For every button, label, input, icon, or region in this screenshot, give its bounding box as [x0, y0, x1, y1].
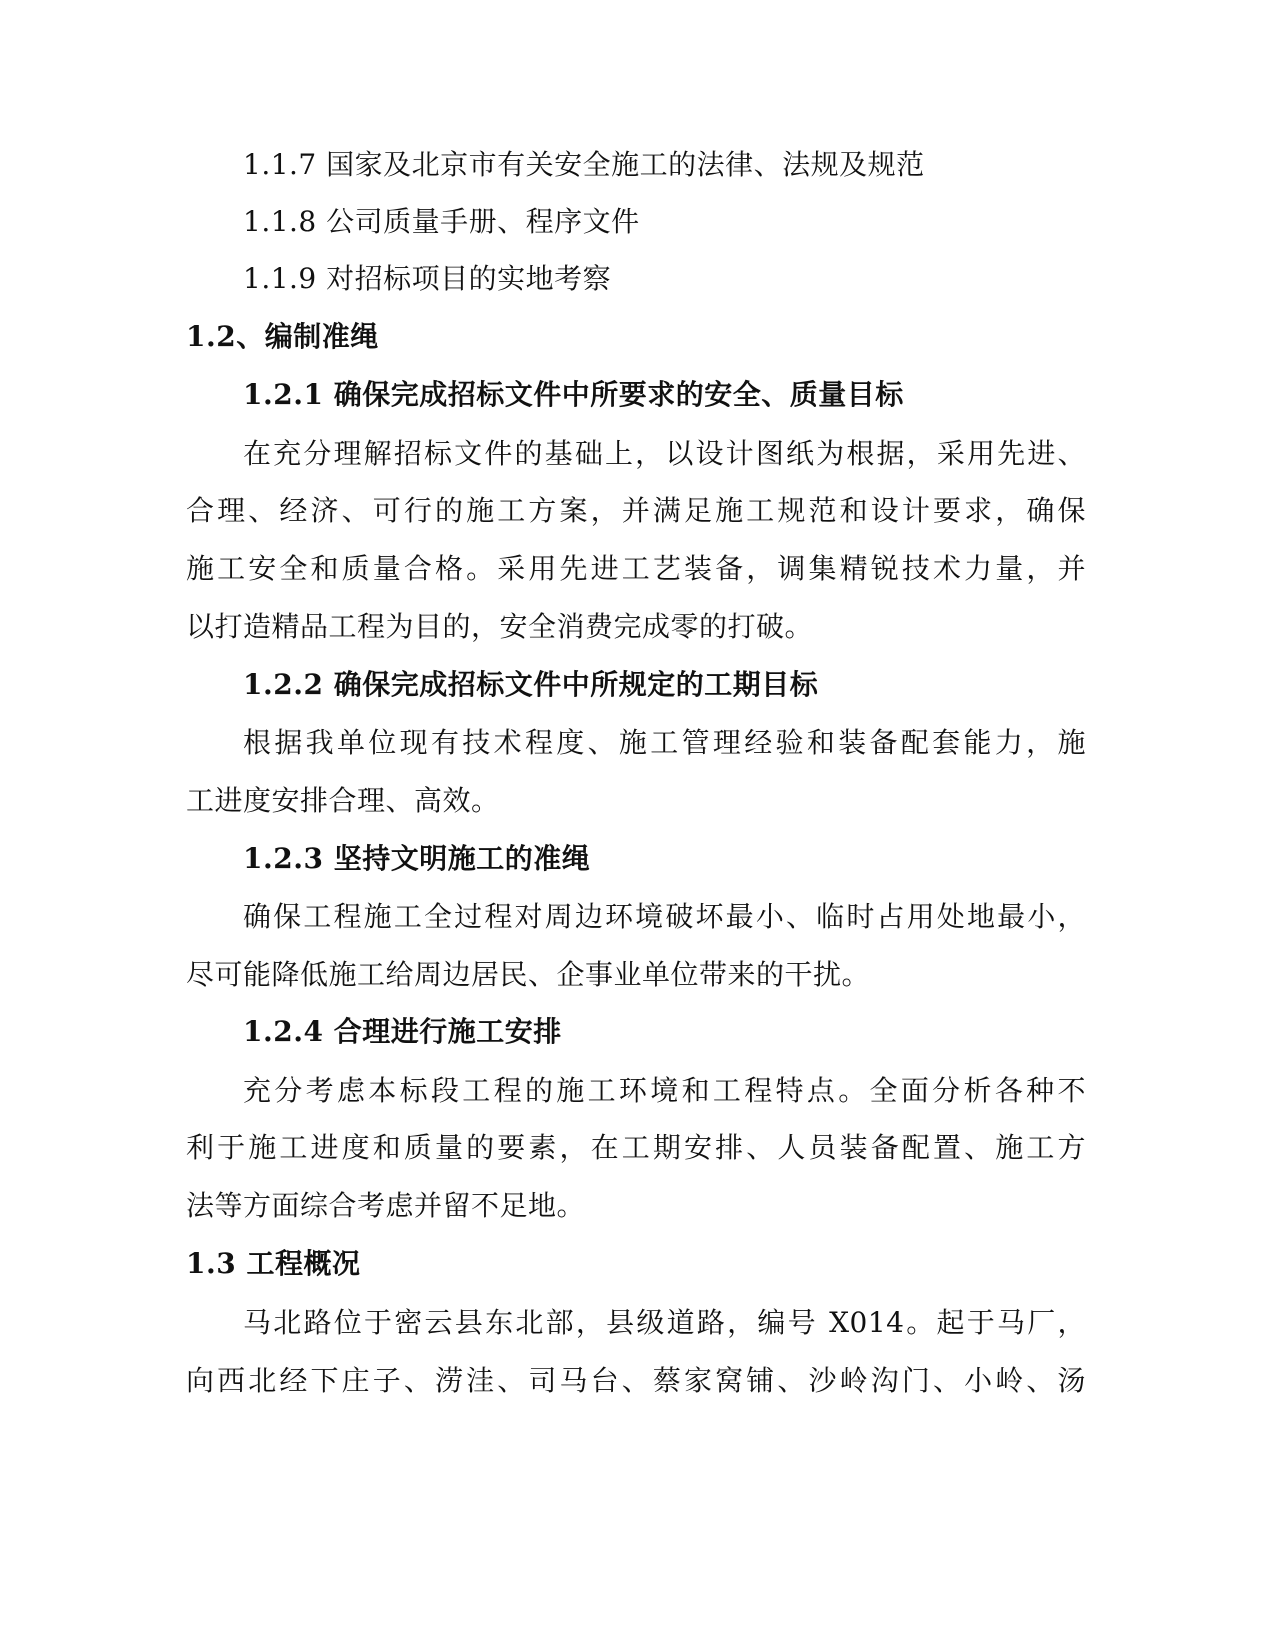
- paragraph-line: 尽可能降低施工给周边居民、企事业单位带来的干扰。: [186, 958, 871, 991]
- paragraph-line: 充分考虑本标段工程的施工环境和工程特点。全面分析各种不: [243, 1074, 1086, 1107]
- item-1-1-7: 1.1.7 国家及北京市有关安全施工的法律、法规及规范: [243, 148, 925, 181]
- paragraph-line: 合理、经济、可行的施工方案，并满足施工规范和设计要求，确保: [186, 494, 1086, 527]
- paragraph-line: 工进度安排合理、高效。: [186, 784, 500, 817]
- subheading-1-2-4: 1.2.4 合理进行施工安排: [243, 1015, 562, 1048]
- paragraph-line: 马北路位于密云县东北部，县级道路，编号 X014。起于马厂，: [243, 1306, 1086, 1339]
- item-1-1-8: 1.1.8 公司质量手册、程序文件: [243, 205, 640, 238]
- paragraph-line: 在充分理解招标文件的基础上，以设计图纸为根据，采用先进、: [243, 437, 1086, 470]
- subheading-1-2-3: 1.2.3 坚持文明施工的准绳: [243, 842, 591, 875]
- paragraph-line: 根据我单位现有技术程度、施工管理经验和装备配套能力，施: [243, 726, 1086, 759]
- item-1-1-9: 1.1.9 对招标项目的实地考察: [243, 262, 612, 295]
- subheading-1-2-2: 1.2.2 确保完成招标文件中所规定的工期目标: [243, 668, 819, 701]
- paragraph-line: 向西北经下庄子、涝洼、司马台、蔡家窝铺、沙岭沟门、小岭、汤: [186, 1364, 1086, 1397]
- paragraph-line: 以打造精品工程为目的，安全消费完成零的打破。: [186, 610, 814, 643]
- paragraph-line: 利于施工进度和质量的要素，在工期安排、人员装备配置、施工方: [186, 1131, 1086, 1164]
- section-heading-1-2: 1.2、编制准绳: [186, 320, 379, 353]
- section-heading-1-3: 1.3 工程概况: [186, 1247, 361, 1280]
- paragraph-line: 确保工程施工全过程对周边环境破坏最小、临时占用处地最小，: [243, 900, 1086, 933]
- subheading-1-2-1: 1.2.1 确保完成招标文件中所要求的安全、质量目标: [243, 378, 904, 411]
- paragraph-line: 施工安全和质量合格。采用先进工艺装备，调集精锐技术力量，并: [186, 552, 1086, 585]
- paragraph-line: 法等方面综合考虑并留不足地。: [186, 1189, 586, 1222]
